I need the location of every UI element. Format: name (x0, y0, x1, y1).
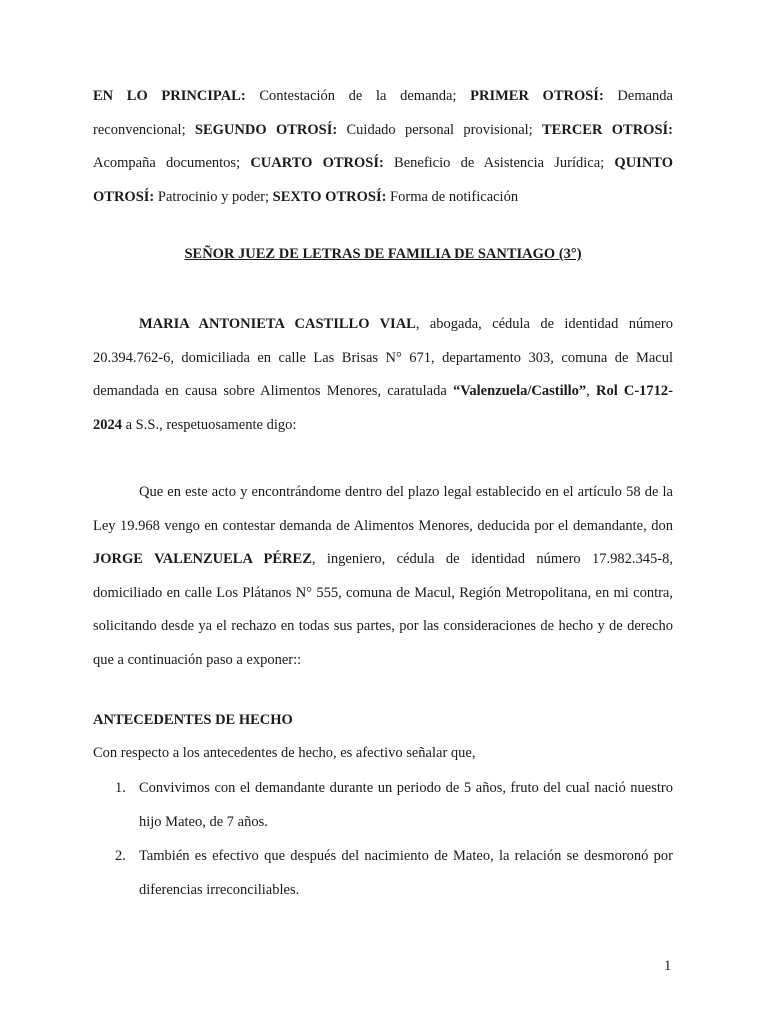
list-item-number: 1. (115, 779, 126, 796)
sumilla-run: SEGUNDO OTROSÍ: (194, 121, 338, 138)
sumilla-run: TERCER OTROSÍ: (542, 121, 674, 138)
sumilla-run: EN LO PRINCIPAL: (93, 88, 246, 104)
intro-run: a S.S., respetuosamente digo: (122, 416, 297, 433)
body-run: Que en este acto y encontrándome dentro del plazo legal establecido en el artículo 58 de la Ley 19.968 vengo en contestar demanda de Alimentos Menores, deducida por el demandante, don (93, 484, 673, 534)
body-run: , ingeniero, cédula de identidad número 17.982.345-8, domiciliado en calle Los Plátanos N° 555, comuna de Macul, Región Metropolitana, en mi contra, solicitando desde ya el rechazo en todas sus partes, por las consideraciones de hecho y de derecho que a continuación paso a exponer:: (93, 551, 673, 668)
body-paragraph (93, 476, 673, 677)
intro-run: , abogada, cédula de identidad número 20.394.762-6, domiciliada en calle Las Brisas N° 671, departamento 303, comuna de Macul demandada en causa sobre Alimentos Menores, caratulada (93, 316, 673, 399)
sumilla-run: Contestación de la demanda; (245, 88, 471, 104)
intro-paragraph (93, 308, 673, 442)
court-title: SEÑOR JUEZ DE LETRAS DE FAMILIA DE SANTIAGO (3°) (184, 246, 582, 262)
list-item-text: También es efectivo que después del nacimiento de Mateo, la relación se desmoronó por diferencias irreconciliables. (139, 847, 673, 898)
sumilla-run: QUINTO OTROSÍ: (93, 155, 673, 205)
sumilla-paragraph (93, 80, 673, 214)
list-item (93, 771, 673, 839)
sumilla-run: Cuidado personal provisional; (337, 121, 543, 138)
list-item (93, 839, 673, 907)
intro-run: Rol C-1712-2024 (93, 383, 674, 433)
sumilla-run: Forma de notificación (386, 188, 519, 205)
sumilla-run: Demanda reconvencional; (93, 88, 673, 138)
document-page (93, 80, 673, 907)
sumilla-run: CUARTO OTROSÍ: (250, 155, 384, 171)
section-heading: ANTECEDENTES DE HECHO (93, 712, 293, 728)
intro-run: “Valenzuela/Castillo” (452, 383, 587, 399)
intro-run: , (586, 383, 596, 399)
page-number: 1 (664, 958, 672, 974)
facts-list (93, 771, 673, 907)
sumilla-run: Beneficio de Asistencia Jurídica; (383, 155, 615, 171)
sumilla-run: SEXTO OTROSÍ: (272, 188, 387, 205)
sumilla-run: Acompaña documentos; (93, 155, 251, 171)
section-intro: Con respecto a los antecedentes de hecho, es afectivo señalar que, (93, 745, 476, 761)
sumilla-run: PRIMER OTROSÍ: (470, 88, 604, 104)
list-item-text: Convivimos con el demandante durante un periodo de 5 años, fruto del cual nació nuestro hijo Mateo, de 7 años. (139, 779, 673, 830)
body-run: JORGE VALENZUELA PÉREZ (93, 551, 312, 567)
list-item-number: 2. (115, 847, 126, 864)
intro-run: MARIA ANTONIETA CASTILLO VIAL (139, 316, 416, 332)
sumilla-run: Patrocinio y poder; (154, 188, 273, 205)
